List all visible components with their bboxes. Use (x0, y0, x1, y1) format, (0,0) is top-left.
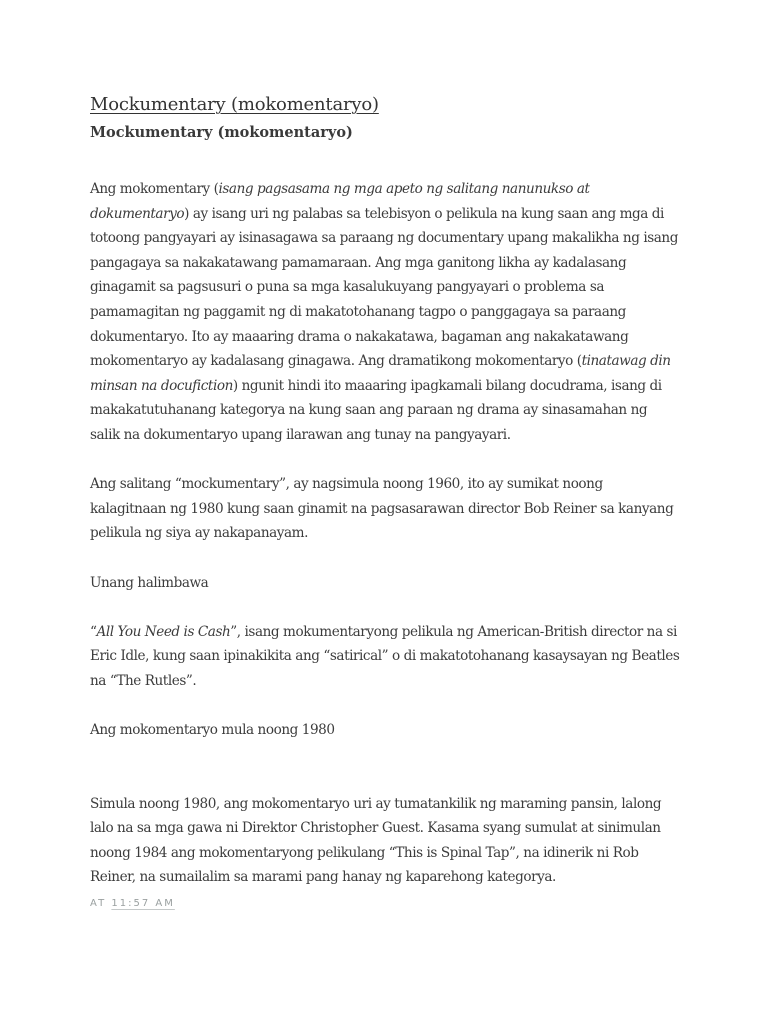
paragraph-example-text: ”, isang mokumentaryong pelikula ng American-British director na si Eric Idle, kung saan ipinakikita ang “satirical” o di makatotohanang kasaysayan ng Beatles na “The Rutles”. (90, 623, 680, 689)
paragraph-origin: Ang salitang “mockumentary”, ay nagsimula noong 1960, ito ay sumikat noong kalagitnaan ng 1980 kung saan ginamit na pagsasarawan director Bob Reiner sa kanyang pelikula ng siya ay nakapanayam. (90, 476, 674, 542)
paragraph-first-example-heading: Unang halimbawa (90, 574, 209, 591)
paragraph-spacer (90, 693, 680, 718)
blog-post (90, 92, 680, 914)
paragraph-intro-text-b: ) ay isang uri ng palabas sa telebisyon o pelikula na kung saan ang mga di totoong pangyayari ay isinasagawa sa paraang ng documentary upang makalikha ng isang pangagaya sa nakakatawang pamamaraan. Ang mga ganitong likha ay kadalasang ginagamit sa pagsusuri o puna sa mga kasalukuyang pangyayari o problema sa pamamagitan ng paggamit ng di makatotohanang tagpo o panggagaya sa paraang dokumentaryo. Ito ay maaaring drama o nakakatawa, bagaman ang nakakatawang mokomentaryo ay kadalasang ginagawa. Ang dramatikong mokomentaryo ( (90, 205, 678, 370)
post-subtitle: Mockumentary (mokomentaryo) (90, 124, 353, 141)
post-footer-prefix: AT (90, 898, 107, 910)
paragraph-first-example (90, 620, 680, 694)
post-body (90, 177, 680, 890)
paragraph-spacer (90, 546, 680, 571)
paragraph-spacer (90, 743, 680, 792)
paragraph-example-quote-open: “ (90, 623, 97, 640)
paragraph-spacer (90, 595, 680, 620)
paragraph-intro-italic-a: isang pagsasama ng mga apeto ng salitang nanunukso at dokumentaryo (90, 181, 590, 222)
paragraph-spacer (90, 448, 680, 473)
paragraph-intro-text-a: Ang mokomentary ( (90, 181, 219, 197)
paragraph-since-1980-heading: Ang mokomentaryo mula noong 1980 (90, 722, 335, 739)
post-title[interactable]: Mockumentary (mokomentaryo) (90, 94, 379, 115)
paragraph-intro-italic-b: tinatawag din minsan na docufiction (90, 353, 671, 394)
post-footer (90, 894, 680, 914)
paragraph-intro-text-c: ) ngunit hindi ito maaaring ipagkamali bilang docudrama, isang di makakatutuhanang kategorya na kung saan ang paraan ng drama ay sinasamahan ng salik na dokumentaryo upang ilarawan ang tunay na pangyayari. (90, 377, 662, 443)
paragraph-since-1980: Simula noong 1980, ang mokomentaryo uri ay tumatankilik ng maraming pansin, lalong lalo na sa mga gawa ni Direktor Christopher Guest. Kasama syang sumulat at sinimulan noong 1984 ang mokomentaryong pelikulang “This is Spinal Tap”, na idinerik ni Rob Reiner, na sumailalim sa marami pang hanay ng kaparehong kategorya. (90, 795, 662, 886)
post-timestamp-link[interactable]: 11:57 AM (111, 898, 175, 910)
paragraph-example-film-title: All You Need is Cash (96, 623, 231, 640)
paragraph-intro (90, 177, 680, 448)
